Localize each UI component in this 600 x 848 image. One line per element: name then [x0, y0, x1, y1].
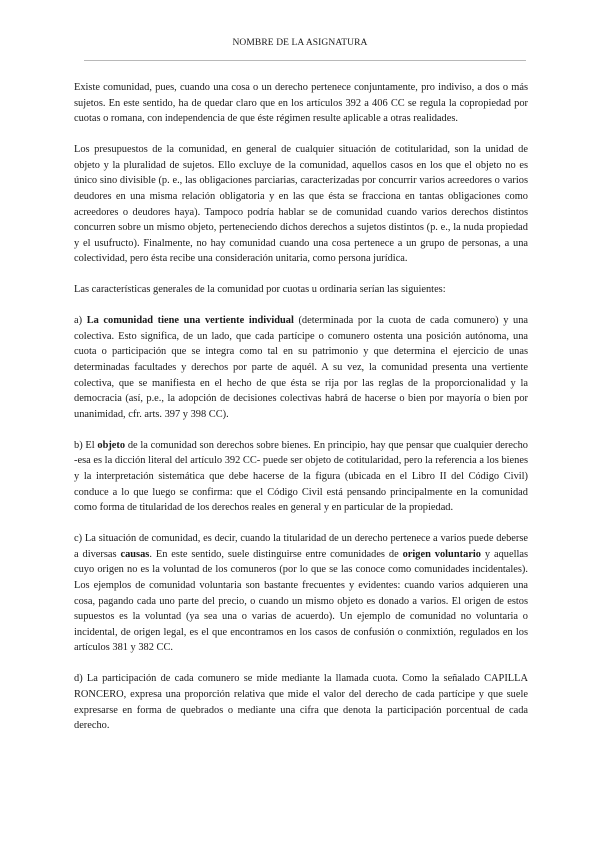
document-body [74, 80, 528, 749]
header-divider [84, 60, 526, 61]
paragraph-item-a [74, 313, 528, 422]
paragraph-item-d: d) La participación de cada comunero se mide mediante la llamada cuota. Como la señalado CAPILLA RONCERO, expresa una proporción relativa que mide el valor del derecho de cada partícipe y que suele expresarse en forma de quebrados o mediante una cifra que denota la participación porcentual de cada derecho. [74, 673, 528, 732]
paragraph-item-c [74, 531, 528, 656]
item-a-bold: La comunidad tiene una vertiente individual [86, 315, 294, 327]
paragraph-presupuestos: Los presupuestos de la comunidad, en general de cualquier situación de cotitularidad, son la unidad de objeto y la pluralidad de sujetos. Ello excluye de la comunidad, aquellos casos en los que el objeto no es único sino divisible (p. e., las obligaciones parciarias, caracterizadas por concurrir varios acreedores o varios deudores en una misma relación obligatoria y en las que ésta se fracciona en tantas obligaciones como acreedores o deudores haya). Tampoco podría hablar se de comunidad cuando varios derechos distintos concurren sobre un mismo objeto, perteneciendo dichos derechos a sujetos distintos (p. e., la nuda propiedad y el usufructo). Finalmente, no hay comunidad cuando una cosa pertenece a un grupo de personas, a una colectividad, pero ésta recibe una consideración unitaria, como persona jurídica. [74, 144, 528, 265]
paragraph-item-b [74, 438, 528, 516]
item-a-text: (determinada por la cuota de cada comunero) y una colectiva. Esto significa, de un lado, que cada partícipe o comunero ostenta una posición autónoma, una cuota o participación que se integra como tal en su patrimonio y que determina el ejercicio de unas determinadas facultades y derechos por parte de aquél. A su vez, la comunidad presenta una vertiente colectiva, que se manifiesta en el hecho de que ésta se rija por las reglas de la proporcionalidad y la democracia (así, p.e., la adopción de decisiones colectivas habrá de hacerse o bien por mayoría o bien por unanimidad, cfr. arts. 397 y 398 CC). [74, 315, 528, 420]
item-c-text-1: c) La situación de comunidad, es decir, cuando la titularidad de un derecho pertenece a varios puede deberse a diversas [74, 533, 528, 560]
paragraph-definition: Existe comunidad, pues, cuando una cosa o un derecho pertenece conjuntamente, pro indiviso, a dos o más sujetos. En este sentido, ha de quedar claro que en los artículos 392 a 406 CC se regula la copropiedad por cuotas o romana, con independencia de que éste régimen resulte aplicable a otras realidades. [74, 82, 528, 125]
item-b-text: de la comunidad son derechos sobre bienes. En principio, hay que pensar que cualquier derecho -esa es la dicción literal del artículo 392 CC- puede ser objeto de cotitularidad, pero la referencia a los bienes y la interpretación sistemática que debe hacerse de la figura (ubicada en el Libro II del Código Civil) conduce a lo que luego se confirma: que el Código Civil está pensando principalmente en la comunidad como forma de titularidad de los derechos reales en general y en particular de la propiedad. [74, 439, 528, 514]
item-c-text-2: . En este sentido, suele distinguirse entre comunidades de [149, 548, 403, 560]
item-c-text-3: y aquellas cuyo origen no es la voluntad de los comuneros (por lo que se las conoce como comunidades incidentales). Los ejemplos de comunidad voluntaria son bastante frecuentes y evidentes: cuando varios adquieren una cosa, pagando cada uno parte del precio, o cuando un mismo objeto es donado a varios. El origen de estos supuestos es la voluntad (ya sea una o varias de acuerdo). Un ejemplo de comunidad no voluntaria o incidental, de origen legal, es el que encontramos en los casos de confusión o conmixtión, regulados en los artículos 381 y 382 CC. [74, 548, 529, 654]
item-a-prefix: a) [74, 315, 87, 327]
item-b-bold: objeto [97, 439, 126, 451]
paragraph-caracteristicas-intro: Las características generales de la comunidad por cuotas u ordinaria serían las siguientes: [74, 284, 446, 296]
header-title: NOMBRE DE LA ASIGNATURA [232, 38, 368, 48]
item-c-bold-1: causas [120, 548, 150, 560]
item-b-prefix: b) El [74, 439, 98, 451]
item-c-bold-2: origen voluntario [402, 548, 481, 560]
